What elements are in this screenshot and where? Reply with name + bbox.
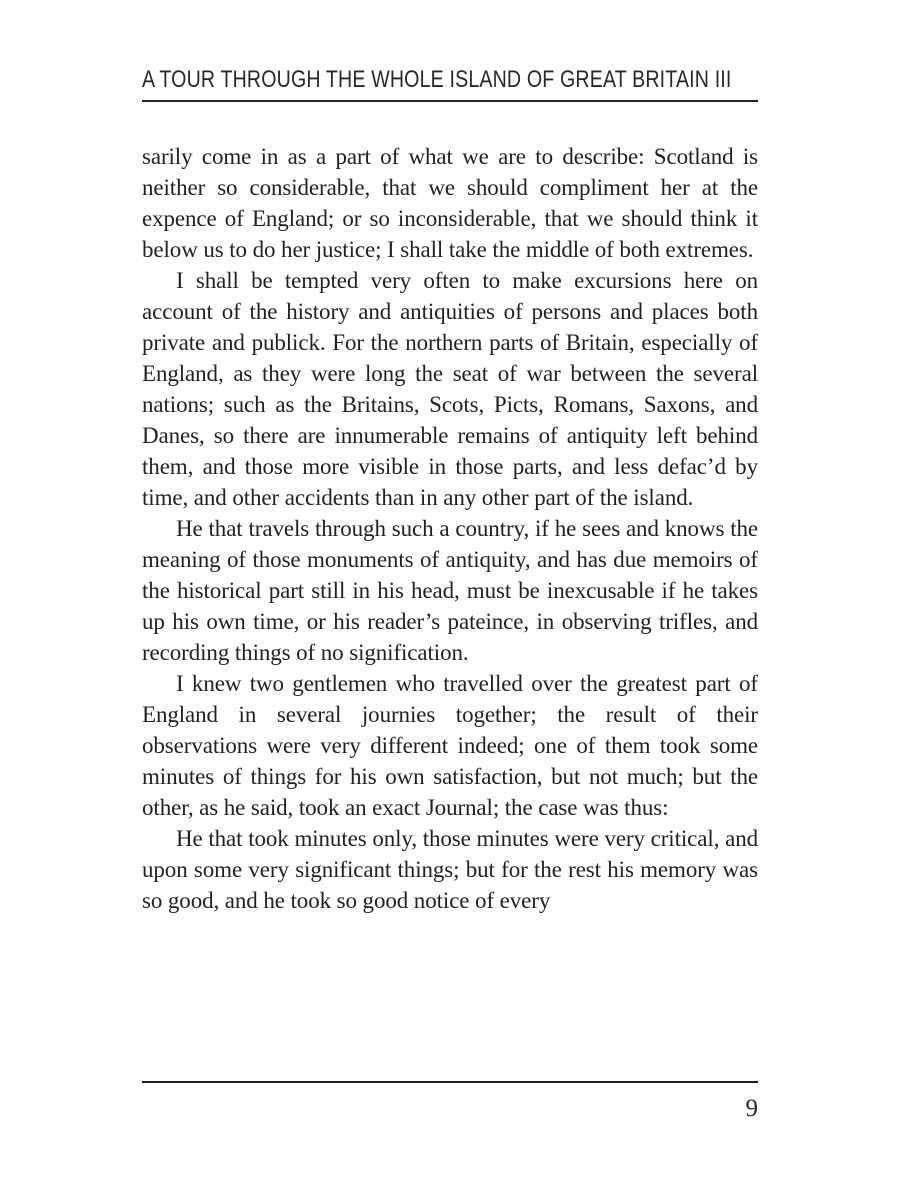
paragraph-traveller: He that travels through such a country, if he sees and knows the meaning of those monuments of antiquity, and has due memoirs of the historical part still in his head, must be inexcusable if he takes up his own time, or his reader’s pateince, in observing trifles, and recording things of no signification. bbox=[142, 516, 758, 665]
body-text bbox=[142, 141, 758, 916]
page-number: 9 bbox=[745, 1095, 758, 1122]
paragraph-excursions: I shall be tempted very often to make excursions here on account of the history and antiquities of persons and places both private and publick. For the northern parts of Britain, especially of England, as they were long the seat of war between the several nations; such as the Britains, Scots, Picts, Romans, Saxons, and Danes, so there are innumerable remains of antiquity left behind them, and those more visible in those parts, and less defac’d by time, and other accidents than in any other part of the island. bbox=[142, 268, 758, 510]
paragraph-continuation: sarily come in as a part of what we are to describe: Scotland is neither so considerable, that we should compliment her at the expence of England; or so inconsiderable, that we should think it below us to do her justice; I shall take the middle of both extremes. bbox=[142, 144, 758, 262]
footer-rule bbox=[142, 1081, 758, 1083]
paragraph-minutes: He that took minutes only, those minutes were very critical, and upon some very significant things; but for the rest his memory was so good, and he took so good notice of every bbox=[142, 826, 758, 913]
paragraph-two-gentlemen: I knew two gentlemen who travelled over the greatest part of England in several journies together; the result of their observations were very different indeed; one of them took some minutes of things for his own satisfaction, but not much; but the other, as he said, took an exact Journal; the case was thus: bbox=[142, 671, 758, 820]
running-head-title: A TOUR THROUGH THE WHOLE ISLAND OF GREAT BRITAIN III bbox=[142, 66, 732, 93]
header-rule bbox=[142, 100, 758, 102]
